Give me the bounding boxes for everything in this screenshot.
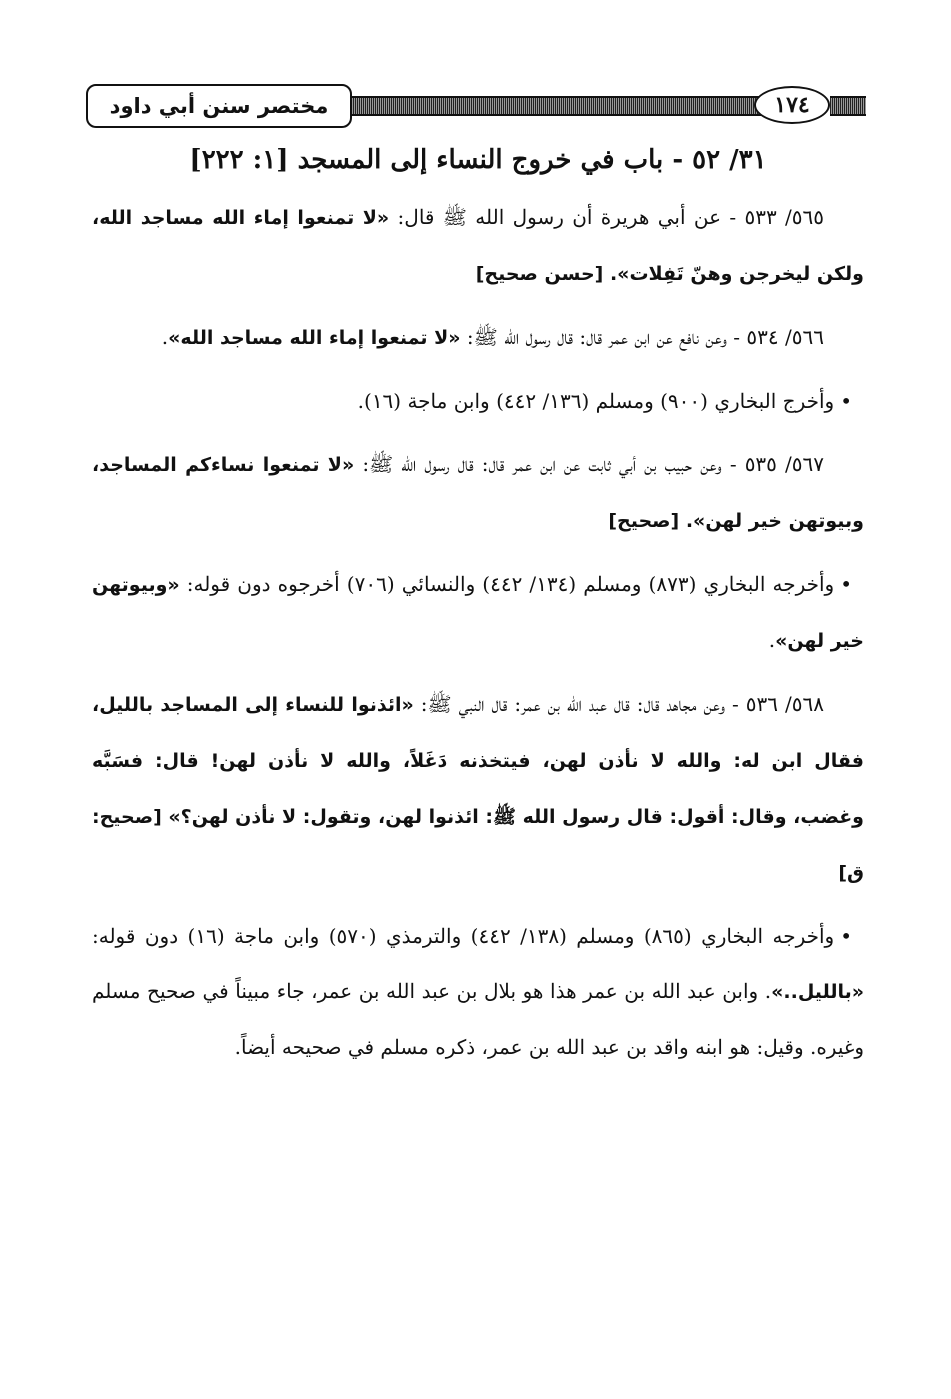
takhrij-note	[92, 909, 864, 1075]
takhrij-tail: . وابن عبد الله بن عمر هذا هو بلال بن عبد الله بن عمر، جاء مبيناً في صحيح مسلم وغيره. وقيل: هو ابنه واقد بن عبد الله بن عمر، ذكره مسلم في صحيحه أيضاً.	[92, 979, 864, 1059]
page-content	[92, 138, 864, 1083]
takhrij-text: وأخرجه البخاري (٨٧٣) ومسلم (١٣٤/ ٤٤٢) والنسائي (٧٠٦) أخرجوه دون قوله:	[179, 572, 835, 596]
hadith-number: ٥٦٦/ ٥٣٤	[746, 325, 824, 349]
takhrij-note	[92, 557, 864, 669]
book-title: مختصر سنن أبي داود	[86, 84, 352, 128]
takhrij-note	[92, 374, 864, 429]
hadith-paragraph	[92, 310, 864, 366]
bullet-icon: •	[840, 572, 853, 596]
hadith-number: ٥٦٧/ ٥٣٥	[744, 452, 824, 476]
hadith-matn: «لا تمنعوا إماء الله مساجد الله»	[168, 327, 461, 349]
hadith-paragraph	[92, 190, 864, 302]
takhrij-quote: «وبيوتهن خير لهن»	[92, 574, 864, 652]
takhrij-quote: «بالليل..»	[771, 981, 864, 1003]
hadith-isnad: - وعن مجاهد قال: قال عبد الله بن عمر: قال النبي ﷺ:	[413, 692, 746, 716]
page-number: ١٧٤	[754, 86, 830, 124]
hadith-paragraph	[92, 677, 864, 901]
running-header	[86, 84, 866, 132]
hadith-tail: .	[161, 325, 169, 349]
hadith-number: ٥٦٨/ ٥٣٦	[745, 692, 824, 716]
hadith-matn: «لا تمنعوا إماء الله مساجد الله، ولكن ليخرجن وهنّ تَفِلات». [حسن صحيح]	[92, 207, 864, 285]
chapter-title: ٣١/ ٥٢ - باب في خروج النساء إلى المسجد [١: ٢٢٢]	[189, 145, 767, 175]
header-ornament-rule	[341, 96, 766, 116]
hadith-number: ٥٦٥/ ٥٣٣	[744, 205, 824, 229]
hadith-isnad: - عن أبي هريرة أن رسول الله ﷺ قال:	[389, 205, 745, 229]
takhrij-tail: .	[768, 628, 776, 652]
hadith-isnad: - وعن حبيب بن أبي ثابت عن ابن عمر قال: قال رسول الله ﷺ:	[354, 452, 745, 476]
hadith-matn: «لا تمنعوا نساءكم المساجد، وبيوتهن خير لهن». [صحيح]	[92, 454, 864, 532]
hadith-matn: «ائذنوا للنساء إلى المساجد بالليل، فقال ابن له: والله لا نأذن لهن، فيتخذنه دَغَلاً، والله لا نأذن لهن! قال: فسَبَّه وغضب، وقال: أقول: قال رسول الله ﷺ: ائذنوا لهن، وتقول: لا نأذن لهن؟» [صحيح: ق]	[92, 694, 864, 884]
header-ornament-rule-right	[830, 96, 866, 116]
bullet-icon: •	[840, 389, 852, 413]
takhrij-text: وأخرج البخاري (٩٠٠) ومسلم (١٣٦/ ٤٤٢) وابن ماجة (١٦).	[357, 389, 835, 413]
takhrij-text: وأخرجه البخاري (٨٦٥) ومسلم (١٣٨/ ٤٤٢) والترمذي (٥٧٠) وابن ماجة (١٦) دون قوله:	[92, 924, 835, 948]
bullet-icon: •	[840, 924, 853, 948]
hadith-paragraph	[92, 437, 864, 549]
hadith-isnad: - وعن نافع عن ابن عمر قال: قال رسول الله ﷺ:	[460, 325, 747, 349]
